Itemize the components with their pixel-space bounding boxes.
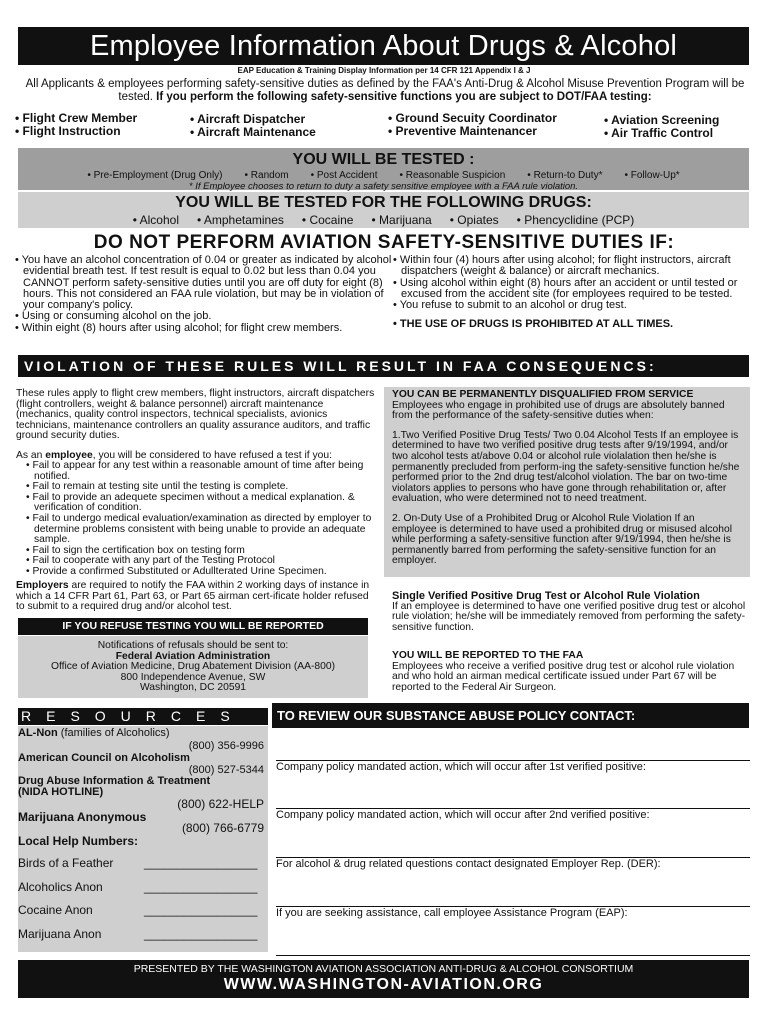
refusal-item: • Fail to remain at testing site until the testing is complete. — [26, 482, 376, 493]
dnp-item: • Within eight (8) hours after using alcohol; for flight crew members. — [15, 323, 393, 334]
resource-name-bold: AL-Non — [18, 727, 58, 739]
function-item: • Aircraft Dispatcher — [190, 113, 316, 126]
refusal-item: • Fail to provide an adequete specimen without a medical explanation. & verification of condition. — [26, 493, 376, 514]
resource-name: Drug Abuse Information & Treatment (NIDA HOTLINE) — [18, 775, 211, 798]
refusal-item: • Fail to sign the certification box on testing form — [26, 546, 376, 557]
test-type: • Random — [245, 170, 289, 181]
local-item: Alcoholics Anon — [18, 880, 103, 894]
resource-phone: (800) 766-6779 — [181, 821, 264, 835]
footer-presented: PRESENTED BY THE WASHINGTON AVIATION ASSOCIATION ANTI-DRUG & ALCOHOL CONSORTIUM — [133, 963, 634, 975]
drug-item: • Amphetamines — [197, 213, 284, 227]
employee-pre: As an — [16, 450, 43, 461]
dnp-heading: DO NOT PERFORM AVIATION SAFETY-SENSITIVE DUTIES IF: — [93, 232, 675, 253]
drug-item: • Opiates — [450, 213, 499, 227]
tested-note: * If Employee chooses to return to duty a safety sensitive employee with a FAA rule violation. — [188, 181, 579, 192]
local-blank: _________________ — [144, 903, 258, 917]
policy-heading: TO REVIEW OUR SUBSTANCE ABUSE POLICY CONTACT: — [272, 703, 749, 728]
test-type: • Reasonable Suspicion — [399, 170, 505, 181]
footer — [18, 960, 749, 998]
notif-line: Notifications of refusals should be sent to: — [97, 640, 289, 651]
intro-plain: All Applicants & employees performing safety-sensitive duties as defined by the FAA's Anti-Drug & Alcohol Misuse Prevention Program will be tested. — [25, 78, 745, 103]
dnp-item: • You refuse to submit to an alcohol or drug test. — [393, 300, 753, 311]
faa-text: Employees who receive a verified positive drug test or alcohol rule violation and who hold an airman medical certificate issued under Part 67 will be reported to the Federal Air Surgeon. — [392, 660, 735, 693]
function-group-2 — [190, 113, 316, 139]
local-heading: Local Help Numbers: — [18, 834, 139, 848]
resource-extra: (families of Alcoholics) — [57, 727, 170, 739]
resource-phone: (800) 622-HELP — [177, 797, 264, 811]
single-text: If an employee is determined to have one verified positive drug test or alcohol rule violation; he/she will be immediately removed from performing the safety-sensitive function. — [392, 600, 746, 633]
resource-phone: (800) 527-5344 — [188, 764, 264, 776]
disq-intro: Employees who engage in prohibited use of drugs are absolutely banned from the performance of the safety-sensitive duties when: — [392, 399, 725, 422]
function-item: • Aviation Screening — [604, 114, 719, 127]
test-type: • Pre-Employment (Drug Only) — [87, 170, 222, 181]
refusal-item: • Provide a confirmed Substituted or Adullterated Urine Specimen. — [26, 567, 376, 578]
drug-item: • Alcohol — [133, 213, 179, 227]
write-line — [276, 955, 750, 956]
function-item: • Flight Instruction — [15, 125, 137, 138]
resource-name: American Council on Alcoholism — [18, 752, 190, 764]
drugs-prohibited-notice: • THE USE OF DRUGS IS PROHIBITED AT ALL TIMES. — [393, 319, 753, 330]
tested-heading: YOU WILL BE TESTED : — [292, 151, 475, 168]
function-item: • Flight Crew Member — [15, 112, 137, 125]
refusal-item: • Fail to cooperate with any part of the Testing Protocol — [26, 556, 376, 567]
function-group-3 — [388, 112, 557, 138]
function-group-4 — [604, 114, 719, 140]
local-item: Birds of a Feather — [18, 856, 114, 870]
employee-bold: employee — [45, 450, 93, 461]
drug-item: • Phencyclidine (PCP) — [517, 213, 635, 227]
function-item: • Preventive Maintenancer — [388, 125, 557, 138]
local-blank: _________________ — [144, 927, 258, 941]
resource-name: Marijuana Anonymous — [18, 810, 147, 824]
function-item: • Aircraft Maintenance — [190, 126, 316, 139]
resources-box — [18, 726, 268, 952]
dnp-left-list — [15, 255, 393, 334]
tested-list — [18, 170, 749, 181]
tested-band — [18, 148, 749, 190]
local-item: Cocaine Anon — [18, 903, 93, 917]
drugs-band — [18, 192, 749, 228]
dnp-item: • Using alcohol within eight (8) hours after an accident or until tested or excused from the accident site (for employees required to be tested. — [393, 278, 753, 301]
intro-bold: If you perform the following safety-sensitive functions you are subject to DOT/FAA testing: — [156, 91, 652, 103]
single-violation-section — [392, 591, 752, 633]
drug-item: • Marijuana — [371, 213, 431, 227]
single-heading: Single Verified Positive Drug Test or Alcohol Rule Violation — [392, 590, 700, 602]
policy-line-label: For alcohol & drug related questions contact designated Employer Rep. (DER): — [276, 858, 661, 870]
drugs-list — [18, 213, 749, 227]
page-title: Employee Information About Drugs & Alcohol — [18, 27, 749, 65]
notif-line: Washington, DC 20591 — [139, 682, 247, 694]
policy-line-label: Company policy mandated action, which will occur after 2nd verified positive: — [276, 809, 650, 821]
notif-line: Federal Aviation Administration — [115, 650, 271, 662]
disqualified-box — [384, 387, 750, 577]
employers-bold: Employers — [16, 580, 69, 591]
disq-heading: YOU CAN BE PERMANENTLY DISQUALIFIED FROM SERVICE — [392, 389, 694, 400]
refusal-item: • Fail to undergo medical evaluation/examination as directed by employer to determine problems consistent with being unable to provide an adequate sample. — [26, 514, 376, 546]
function-item: • Air Traffic Control — [604, 127, 719, 140]
disq-rule-1: 1.Two Verified Positive Drug Tests/ Two 0.04 Alcohol Tests If an employee is determined to have two verified positive drug tests after 9/19/1994, and/or two alcohol tests at/above 0.04 or alcohol rule violalation then he/she is permanently precluded from perform-ing the safety-sensitive function he/she performed prior to the 2nd drug test/alcohol violation. The bar on two-time violators applies to persons who have gone through rehabilitation or, after evaluation, who were determined not to need treatment. — [392, 429, 740, 505]
dnp-item: • You have an alcohol concentration of 0.04 or greater as indicated by alcohol evidential breath test. If test result is equal to 0.02 but less than 0.04 you CANNOT perform safety-sensitive duties until you are off duty for eight (8) hours. This not considered an FAA rule violation, but may be in violation of your company's policy. — [15, 255, 393, 311]
test-type: • Post Accident — [311, 170, 378, 181]
function-item: • Ground Secuity Coordinator — [388, 112, 557, 125]
local-item: Marijuana Anon — [18, 927, 102, 941]
notif-line: 800 Independence Avenue, SW — [120, 671, 266, 683]
notification-box — [18, 636, 368, 698]
faa-report-section — [392, 651, 752, 693]
dnp-right-list — [393, 255, 753, 331]
employers-body: are required to notify the FAA within 2 working days of instance in which a 14 CFR Part 61, Part 63, or Part 65 airman cert-ificate holder refused to submit to a required drug and/or alcohol test. — [16, 580, 370, 613]
rules-apply-text: These rules apply to flight crew members, flight instructors, aircraft dispatchers (flight controllers, weight & balance personnel) aircraft maintenance (mechanics, quality control inspectors, technical specialists, avionics technicians, maintenance controllers an quality assurance auditors, and traffic ground security duties. — [16, 388, 375, 442]
test-type: • Follow-Up* — [624, 170, 679, 181]
resource-phone: (800) 356-9996 — [188, 740, 264, 752]
test-type: • Return-to Duty* — [527, 170, 602, 181]
intro-text — [12, 78, 758, 104]
footer-url[interactable]: WWW.WASHINGTON-AVIATION.ORG — [223, 976, 544, 993]
refusal-list — [26, 461, 376, 578]
policy-line-label: Company policy mandated action, which will occur after 1st verified positive: — [276, 761, 646, 773]
refuse-bar: IF YOU REFUSE TESTING YOU WILL BE REPORTED — [18, 618, 368, 635]
disq-rule-2: 2. On-Duty Use of a Prohibited Drug or Alcohol Rule Violation If an employee is determined to have used a prohibited drug or misused alcohol while performing a safety-sensitive function after 9/19/1994, then he/she is permanently barred from performing the safety-sensitive function for an employer. — [392, 512, 732, 567]
drugs-heading: YOU WILL BE TESTED FOR THE FOLLOWING DRUGS: — [175, 194, 592, 211]
dnp-item: • Within four (4) hours after using alcohol; for flight instructors, aircraft dispatchers (weight & balance) or aircraft mechanics. — [393, 255, 753, 278]
employee-post: , you will be considered to have refused a test if you: — [92, 450, 332, 461]
function-group-1 — [15, 112, 137, 138]
dnp-item: • Using or consuming alcohol on the job. — [15, 311, 393, 322]
violation-banner: VIOLATION OF THESE RULES WILL RESULT IN FAA CONSEQUENCS: — [18, 355, 749, 377]
notif-line: Office of Aviation Medicine, Drug Abatement Division (AA-800) — [50, 661, 336, 673]
local-blank: _________________ — [144, 856, 258, 870]
page-subtitle: EAP Education & Training Display Information per 14 CFR 121 Appendix I & J — [237, 66, 531, 75]
faa-heading: YOU WILL BE REPORTED TO THE FAA — [392, 650, 584, 661]
resources-heading: RESOURCES — [18, 708, 268, 725]
drug-item: • Cocaine — [302, 213, 354, 227]
resource-name — [18, 727, 170, 739]
employers-text — [16, 581, 376, 613]
refusal-item: • Fail to appear for any test within a reasonable amount of time after being notified. — [26, 461, 376, 482]
local-blank: _________________ — [144, 880, 258, 894]
policy-line-label: If you are seeking assistance, call employee Assistance Program (EAP): — [276, 907, 628, 919]
